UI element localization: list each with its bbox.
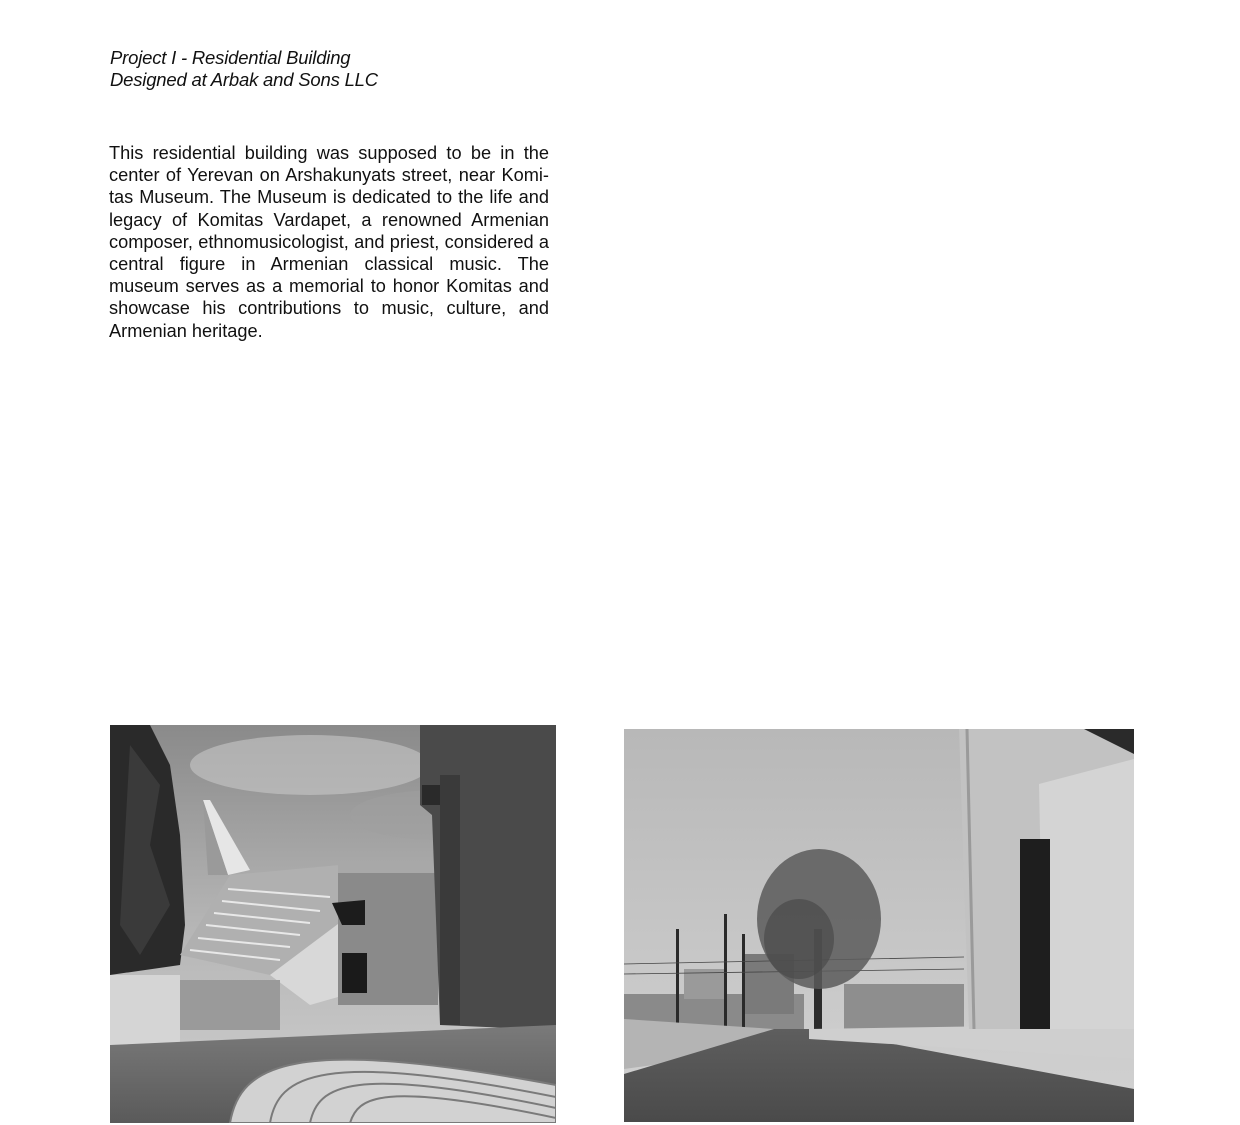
museum-steps-photo [110,725,556,1123]
project-firm: Designed at Arbak and Sons LLC [110,69,378,90]
project-header [110,47,378,91]
project-title: Project I - Residential Building [110,47,351,68]
project-description: This residential building was supposed to be in the center of Yerevan on Arshakunyats street, near Komi-tas Museum. The Museum is dedicated to the life and legacy of Komitas Vardapet, a renowned Armenian composer, ethnomusicologist, and priest, considered a central figure in Armenian classical music. The museum serves as a memorial to honor Komitas and showcase his contributions to music, culture, and Armenian heritage. [109,143,549,341]
street-view-photo [624,729,1134,1122]
